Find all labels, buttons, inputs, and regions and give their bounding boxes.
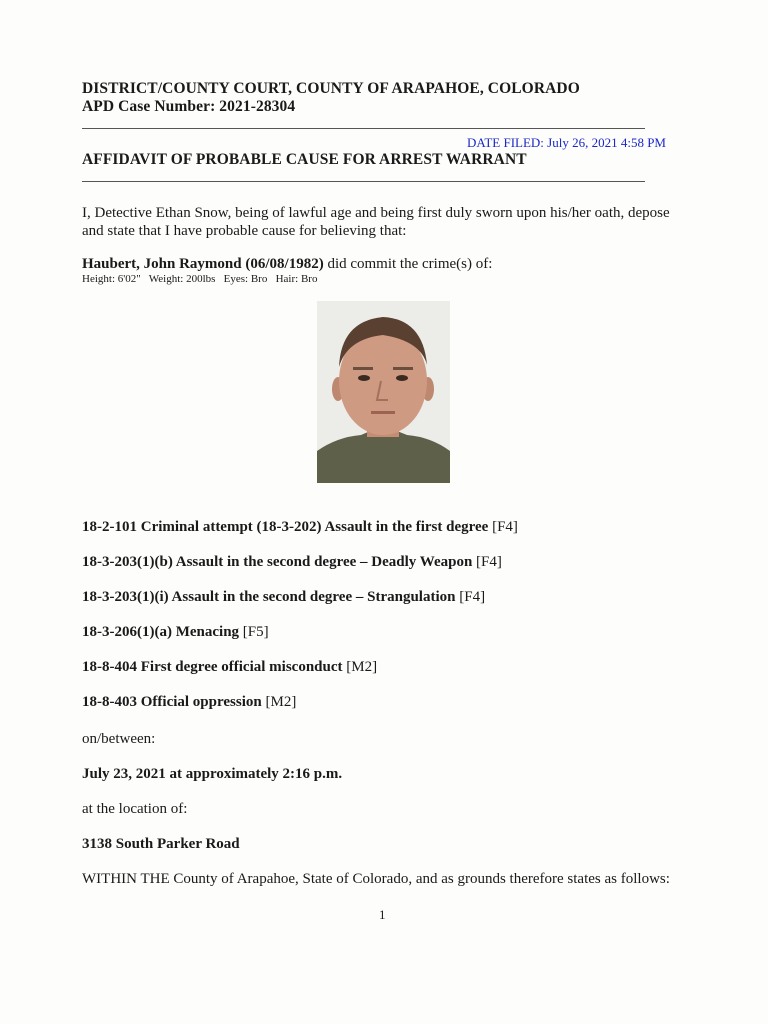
date-filed-stamp: DATE FILED: July 26, 2021 4:58 PM [467,135,666,150]
charge-class: [F4] [459,589,486,605]
suspect-descriptors: Height: 6'02" Weight: 200lbs Eyes: Bro Hair: Bro [82,273,318,285]
intro-line-2: and state that I have probable cause for believing that: [82,223,407,239]
suspect-photo [317,301,450,483]
intro-line-1: I, Detective Ethan Snow, being of lawful age and being first duly sworn upon his/her oath, depose [82,205,670,221]
when-label: on/between: [82,731,156,747]
charge-class: [F4] [492,519,518,535]
charge-text: 18-3-203(1)(b) Assault in the second degree – Deadly Weapon [82,554,477,570]
charge-text: 18-3-206(1)(a) Menacing [82,624,243,640]
top-divider [82,128,645,129]
charge-text: 18-3-203(1)(i) Assault in the second degree – Strangulation [82,589,460,605]
incident-datetime: July 23, 2021 at approximately 2:16 p.m. [82,766,343,782]
suspect-commit-text: did commit the crime(s) of: [323,256,493,272]
charge-item [82,519,518,536]
charge-item [82,694,296,711]
charge-class: [F5] [242,624,269,640]
charge-class: [F4] [476,554,502,570]
incident-location: 3138 South Parker Road [82,836,240,852]
charge-item [82,624,269,641]
charge-class: [M2] [346,659,378,675]
charge-text: 18-2-101 Criminal attempt (18-3-202) Assault in the first degree [82,519,493,535]
charge-item [82,589,485,606]
document-title: AFFIDAVIT OF PROBABLE CAUSE FOR ARREST WARRANT [82,151,527,168]
charge-text: 18-8-403 Official oppression [82,694,266,710]
court-heading: DISTRICT/COUNTY COURT, COUNTY OF ARAPAHOE, COLORADO [82,80,580,97]
case-number: APD Case Number: 2021-28304 [82,98,296,115]
charge-item [82,554,502,571]
charge-text: 18-8-404 First degree official misconduct [82,659,347,675]
page-number: 1 [379,907,386,922]
suspect-name: Haubert, John Raymond (06/08/1982) [82,256,324,272]
charge-item [82,659,377,676]
where-label: at the location of: [82,801,188,817]
title-divider [82,181,645,182]
jurisdiction-statement: WITHIN THE County of Arapahoe, State of Colorado, and as grounds therefore states as follows: [82,871,670,887]
suspect-line [82,255,492,273]
charge-class: [M2] [265,694,297,710]
